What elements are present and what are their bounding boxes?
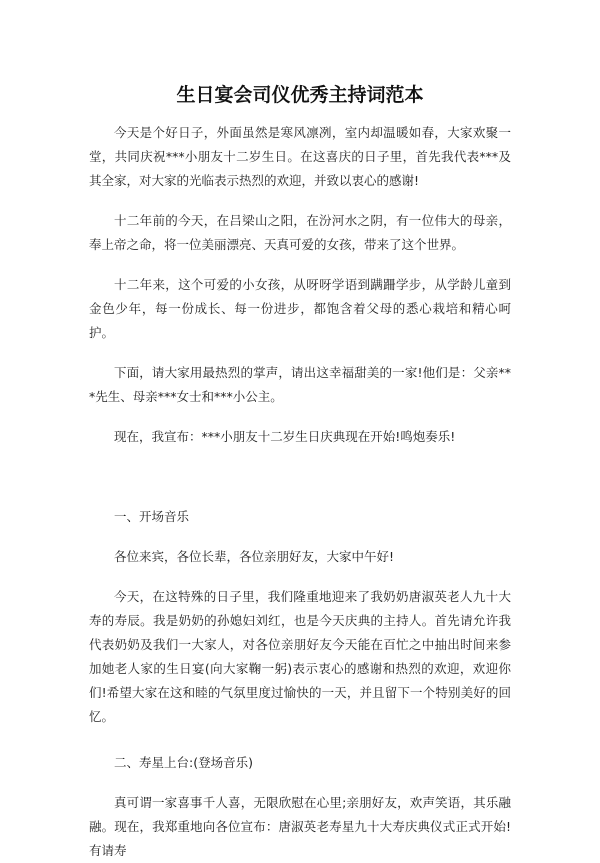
paragraph-announcement: 现在，我宣布：***小朋友十二岁生日庆典现在开始!鸣炮奏乐! bbox=[114, 429, 456, 444]
section-heading-opening-music: 一、开场音乐 bbox=[114, 509, 190, 524]
paragraph-ceremony-start: 真可谓一家喜事千人喜，无限欣慰在心里;亲朋好友，欢声笑语，其乐融融。现在，我郑重地向各位宣布：唐淑英老寿星九十大寿庆典仪式正式开始!有请寿 bbox=[89, 795, 511, 858]
paragraph-invite-family: 下面，请大家用最热烈的掌声，请出这幸福甜美的一家!他们是：父亲***先生、母亲***女士和***小公主。 bbox=[89, 365, 511, 404]
paragraph-birth-story: 十二年前的今天，在吕梁山之阳，在汾河水之阴，有一位伟大的母亲，奉上帝之命，将一位美丽漂亮、天真可爱的女孩，带来了这个世界。 bbox=[89, 213, 511, 252]
document-title: 生日宴会司仪优秀主持词范本 bbox=[176, 84, 424, 106]
paragraph-growth: 十二年来，这个可爱的小女孩，从呀呀学语到蹒跚学步，从学龄儿童到金色少年，每一份成长、每一份进步，都饱含着父母的悉心栽培和精心呵护。 bbox=[89, 277, 511, 340]
paragraph-opening-welcome: 今天是个好日子，外面虽然是寒风凛冽，室内却温暖如春，大家欢聚一堂，共同庆祝***小朋友十二岁生日。在这喜庆的日子里，首先我代表***及其全家，对大家的光临表示热烈的欢迎，并致以衷心的感谢! bbox=[89, 125, 511, 188]
paragraph-host-intro: 今天，在这特殊的日子里，我们隆重地迎来了我奶奶唐淑英老人九十大寿的寿辰。我是奶奶的孙媳妇刘红，也是今天庆典的主持人。首先请允许我代表奶奶及我们一大家人，对各位亲朋好友今天能在百忙之中抽出时间来参加她老人家的生日宴(向大家鞠一躬)表示衷心的感谢和热烈的欢迎，欢迎你们!希望大家在这和睦的气氛里度过愉快的一天，并且留下一个特别美好的回忆。 bbox=[89, 589, 511, 724]
paragraph-greeting: 各位来宾，各位长辈，各位亲朋好友，大家中午好! bbox=[114, 549, 395, 564]
section-heading-guest-on-stage: 二、寿星上台:(登场音乐) bbox=[114, 755, 253, 770]
